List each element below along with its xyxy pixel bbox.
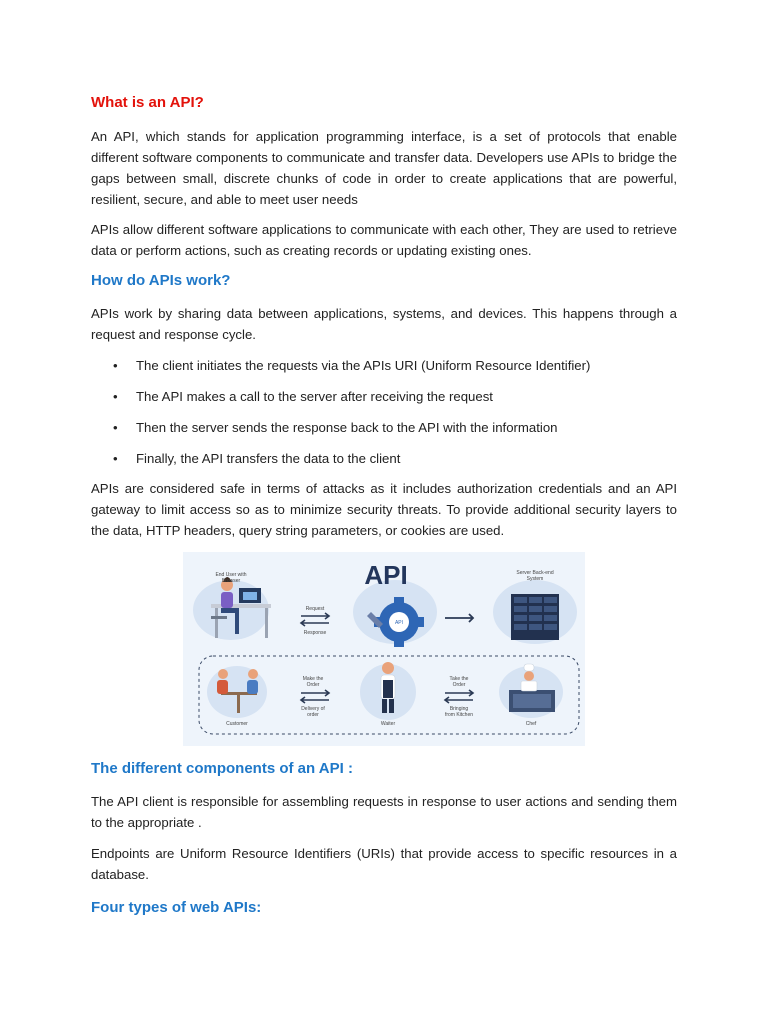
label-take-order-2: Order [452, 682, 466, 688]
label-server: Server Back-end [516, 570, 554, 576]
paragraph: An API, which stands for application programming interface, is a set of protocols that enable different software components to communicate and transfer data. Developers use APIs to bridge the gaps between small, discrete chunks of code in order to create applications that are powerful, resilient, secure, and able to meet user needs [91, 129, 677, 207]
paragraph: APIs work by sharing data between applications, systems, and devices. This happens through a request and response cycle. [91, 306, 677, 342]
paragraph: APIs are considered safe in terms of attacks as it includes authorization credentials and an API gateway to limit access so as to minimize security threats. To provide additional security layers to the data, HTTP headers, query string parameters, or cookies are used. [91, 481, 677, 538]
label-request: Request [305, 606, 325, 612]
list-item: • Then the server sends the response back to the API with the information [91, 417, 677, 438]
paragraph: The API client is responsible for assembling requests in response to user actions and sending them to the appropriate . [91, 794, 677, 830]
paragraph: APIs allow different software applications to communicate with each other, They are used to retrieve data or perform actions, such as creating records or updating existing ones. [91, 222, 677, 258]
label-waiter: Waiter [380, 721, 396, 727]
label-end-user-2: Browser [221, 578, 241, 584]
list-item: • The client initiates the requests via the APIs URI (Uniform Resource Identifier) [91, 355, 677, 376]
heading-components: The different components of an API : [91, 760, 353, 777]
heading-what-is-api: What is an API? [91, 94, 204, 111]
heading-four-types: Four types of web APIs: [91, 899, 262, 916]
label-delivery-2: order [307, 712, 319, 718]
document-content [91, 93, 677, 918]
list-item: • The API makes a call to the server after receiving the request [91, 386, 677, 407]
label-bringing-2: from Kitchen [444, 712, 474, 718]
gear-label: API [394, 620, 404, 626]
label-make-order-2: Order [306, 682, 320, 688]
label-chef: Chef [525, 721, 537, 727]
label-make-order: Make the [302, 676, 324, 682]
api-illustration [183, 552, 585, 746]
figure-api-title: API [364, 560, 408, 590]
bullet-list [91, 355, 677, 469]
label-end-user: End User with [215, 572, 247, 578]
label-customer: Customer [226, 721, 248, 727]
label-take-order: Take the [449, 676, 469, 682]
list-item: • Finally, the API transfers the data to the client [91, 448, 677, 469]
paragraph: Endpoints are Uniform Resource Identifiers (URIs) that provide access to specific resources in a database. [91, 846, 677, 882]
label-bringing: Bringing [449, 706, 469, 712]
label-delivery: Delivery of [301, 706, 325, 712]
heading-how-apis-work: How do APIs work? [91, 272, 231, 289]
label-response: Response [303, 630, 327, 636]
label-server-2: System [526, 576, 544, 582]
server-rack-icon [511, 594, 559, 640]
